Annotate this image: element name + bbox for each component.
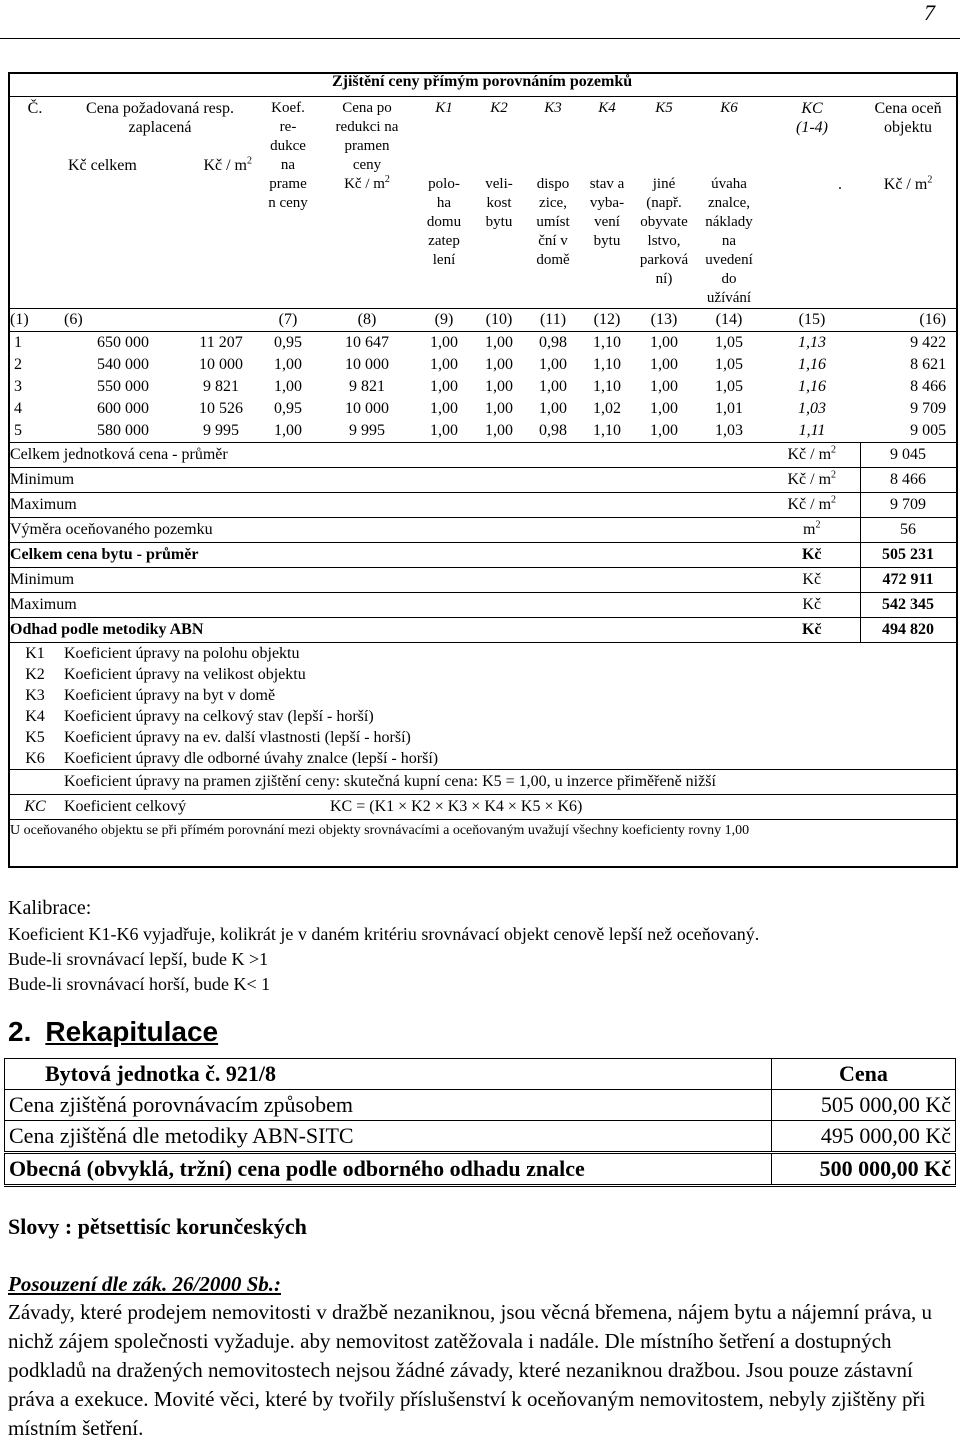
kalibrace-line-2: Bude-li srovnávací lepší, bude K >1 [8,949,269,969]
col-head-cena-pozadovana: Cena požadovaná resp. zaplacená Kč celkem Kč / $m^2$ [62,97,258,309]
summary-row [8,493,956,518]
colnum-9: (9) [416,309,472,332]
summary-value: 542 345 [860,593,956,618]
table-cell: 650 000 [97,334,149,351]
table-cell: 1,10 [593,378,621,395]
recap-row-label: Cena zjištěná porovnávacím způsobem [5,1090,772,1121]
summary-label: Minimum [10,571,75,589]
koef-l2: re- [279,119,297,135]
table-cell: 1,03 [798,400,826,417]
table-cell: 1,00 [539,378,567,395]
col-head-cislo: Č. [27,100,43,117]
table-cell: 1,16 [798,378,826,395]
table-cell: 1,11 [798,422,826,439]
legend-code: K6 [25,749,45,767]
kc-text: Koeficient celkový [64,798,187,816]
table-cell: 4 [14,400,22,417]
col-head-k1 [416,97,472,309]
kc-range: (1-4) [796,119,828,137]
k6-sub-2: znalce, [707,195,751,211]
colnum-7: (7) [258,309,318,332]
k4-sub-4: bytu [593,233,621,249]
cena-ocen-l2: objektu [884,119,933,137]
summary-row [8,468,956,493]
recap-final-value: 500 000,00 Kč [771,1153,955,1186]
summary-unit [764,468,860,493]
summary-label: Výměra oceňovaného pozemku [10,521,213,539]
table-cell: 1,00 [485,334,513,351]
cena-po-l3: pramen [344,138,390,154]
table-row [8,398,956,420]
summary-row [8,518,956,543]
legend-row [8,664,956,685]
source-note: Koeficient úpravy na pramen zjištění ceny: skutečná kupní cena: K5 = 1,00, u inzerce přiměřeně nižší [64,773,716,791]
table-cell: 1,10 [593,334,621,351]
col-head-cena-pozadovana-l2: zaplacená [128,119,192,137]
legend-row [8,643,956,665]
table-cell: 1,10 [593,356,621,373]
k6-sub-4: na [721,233,737,249]
summary-label: Celkem cena bytu - průměr [10,546,199,564]
legend-text: Koeficient úpravy na byt v domě [64,686,276,704]
k4-sub-3: vení [594,214,620,230]
koef-l6: n ceny [268,195,308,211]
summary-unit-text: Kč [801,546,822,564]
cena-po-l2: redukci na [335,119,399,135]
legend-code: K2 [25,665,45,683]
legend-text: Koeficient úpravy na ev. další vlastnosti (lepší - horší) [64,728,411,746]
k5-label: K5 [655,100,673,116]
summary-row [8,443,956,468]
table-cell: 9 995 [349,422,385,439]
table-cell: 1 [14,334,22,351]
colnum-1: (1) [8,309,62,332]
table-cell: 10 000 [345,356,389,373]
summary-unit-text: Kč / m [787,471,832,489]
k3-sub-1: dispo [536,176,570,192]
legend-row [8,685,956,706]
table-cell: 8 466 [910,378,947,395]
kc-code: KC [24,798,46,816]
colnum-16: (16) [860,309,956,332]
summary-row [8,593,956,618]
koef-l5: prame [269,176,307,192]
colnum-6: (6) [62,309,184,332]
colnum-8: (8) [318,309,416,332]
legend-row [8,706,956,727]
table-cell: 1,00 [650,378,678,395]
k1-sub-2: ha [436,195,452,211]
summary-unit [764,618,860,643]
summary-value: 494 820 [860,618,956,643]
col-head-kc-celkem: Kč celkem [68,157,137,175]
recap-row-value: 495 000,00 Kč [771,1121,955,1153]
kalibrace-title: Kalibrace: [8,897,92,919]
kalibrace-line-1: Koeficient K1-K6 vyjadřuje, kolikrát je v daném kritériu srovnávací objekt cenově lepší než oceňovaný. [8,924,760,944]
cena-po-unit: Kč / m [344,176,385,192]
k5-sub-6: ní) [655,271,673,287]
table-cell: 1,00 [485,356,513,373]
k3-sub-4: ční v [538,233,568,249]
k2-label: K2 [490,100,508,116]
summary-label: Maximum [10,496,77,514]
table-cell: 9 821 [203,378,239,395]
table-cell: 9 422 [910,334,947,351]
table-cell: 1,05 [715,334,743,351]
table-cell: 1,05 [715,378,743,395]
cena-ocen-l1: Cena oceň [874,100,942,117]
summary-unit-text: Kč [802,596,822,614]
recap-final-label: Obecná (obvyklá, tržní) cena podle odborného odhadu znalce [5,1153,772,1186]
table-cell: 580 000 [97,422,149,439]
col-head-k5 [634,97,694,309]
k2-sub-3: bytu [485,214,513,230]
posouzeni-text: Závady, které prodejem nemovitosti v dražbě nezaniknou, jsou věcná břemena, nájem bytu a nájemní práva, u nichž zájem společnosti vyžaduje. aby nemovitost zatěžovala i nadále. Dle místního šetření a dostupných podkladů na dražených nemovitostech nejsou žádné závady, které nezaniknou dražbou. Jsou pouze zástavní práva a exekuce. Movité věci, které by tvořily příslušenství k oceňovaným nemovitostem, nebyly zjištěny při místním šetření. [8,1300,933,1440]
summary-unit-sup: 2 [815,520,821,532]
summary-value: 9 709 [860,493,956,518]
k3-sub-3: umíst [536,214,570,230]
recap-row-label: Cena zjištěná dle metodiky ABN-SITC [5,1121,772,1153]
table-cell: 10 526 [199,400,243,417]
table-cell: 1,13 [798,334,826,351]
posouzeni-title: Posouzení dle zák. 26/2000 Sb.: [8,1272,282,1296]
k6-sub-3: náklady [705,214,753,230]
summary-unit [764,568,860,593]
cena-po-l1: Cena po [342,100,392,116]
table-cell: 1,02 [593,400,621,417]
table-cell: 1,00 [485,400,513,417]
summary-unit-text: Kč / m [787,446,832,464]
table-cell: 1,01 [715,400,743,417]
table-cell: 540 000 [97,356,149,373]
table-row [8,332,956,355]
table-cell: 10 000 [345,400,389,417]
legend-row [8,748,956,770]
col-head-kc [764,97,860,309]
k4-label: K4 [598,100,616,116]
summary-row [8,568,956,593]
k3-sub-5: domě [536,252,570,268]
table-cell: 2 [14,356,22,373]
cena-po-l4: ceny [352,157,382,173]
recap-head-label: Bytová jednotka č. 921/8 [5,1059,772,1090]
legend-text: Koeficient úpravy na velikost objektu [64,665,306,683]
summary-value: 56 [860,518,956,543]
summary-unit-text: Kč [802,571,822,589]
table-cell: 1,03 [715,422,743,439]
koef-l3: dukce [270,138,306,154]
legend-row [8,727,956,748]
recap-row-value: 505 000,00 Kč [771,1090,955,1121]
kc-dot: . [838,176,842,194]
table-cell: 1,00 [650,334,678,351]
summary-unit [764,543,860,568]
k4-sub-1: stav a [589,176,625,192]
cena-ocen-unit: Kč / m [883,176,928,194]
legend-text: Koeficient úpravy dle odborné úvahy znalce (lepší - horší) [64,749,439,767]
table-cell: 1,00 [650,356,678,373]
table-cell: 1,00 [539,400,567,417]
summary-value: 505 231 [860,543,956,568]
recap-head-value: Cena [771,1059,955,1090]
section-heading [8,1016,218,1048]
k1-label: K1 [435,100,453,116]
table-cell: 1,00 [430,356,458,373]
summary-value: 9 045 [860,443,956,468]
summary-unit-text: Kč [801,621,822,639]
summary-unit-sup: 2 [831,470,837,482]
table-row [8,420,956,443]
col-head-k6 [694,97,764,309]
k1-sub-3: domu [426,214,462,230]
table-cell: 1,00 [430,400,458,417]
price-comparison-table [8,72,957,842]
table-row [8,376,956,398]
k6-sub-6: do [721,271,737,287]
summary-value: 472 911 [860,568,956,593]
table-cell: 1,00 [485,378,513,395]
k3-label: K3 [544,100,562,116]
k6-sub-1: úvaha [711,176,747,192]
summary-unit-text: Kč / m [787,496,832,514]
table-cell: 1,10 [593,422,621,439]
table-cell: 9 005 [910,422,947,439]
legend-code: K4 [25,707,45,725]
legend-text: Koeficient úpravy na celkový stav (lepší - horší) [64,707,374,725]
table-cell: 1,00 [274,356,302,373]
table-cell: 9 821 [349,378,385,395]
table-cell: 1,00 [650,422,678,439]
table-cell: 1,00 [430,334,458,351]
koef-l4: na [280,157,296,173]
koef-l1: Koef. [271,100,305,116]
table-cell: 0,95 [274,334,302,351]
summary-unit-sup: 2 [831,445,837,457]
col-head-cena-ocen: Cena oceň objektu Kč / $m^2$ [860,97,956,309]
colnum-10: (10) [472,309,526,332]
table-cell: 9 709 [910,400,947,417]
table-cell: 1,16 [798,356,826,373]
table-cell: 550 000 [97,378,149,395]
col-head-k4 [580,97,634,309]
table-cell: 0,98 [539,334,567,351]
table-title: Zjištění ceny přímým porovnáním pozemků [8,72,956,97]
footnote: U oceňovaného objektu se při přímém porovnání mezi objekty srovnávacími a oceňovaným uvažují všechny koeficienty rovny 1,00 [10,822,750,838]
kc-formula: KC = (K1 × K2 × K3 × K4 × K5 × K6) [330,798,583,816]
colnum-15: (15) [764,309,860,332]
table-row [8,354,956,376]
legend-code: K3 [25,686,45,704]
legend-code: K5 [25,728,45,746]
table-cell: 1,00 [430,378,458,395]
section-title: Rekapitulace [45,1016,219,1047]
table-cell: 1,00 [274,422,302,439]
table-cell: 1,00 [485,422,513,439]
col-head-cena-po-redukci: Cena po redukci na pramen ceny Kč / $m^2$ [318,97,416,309]
k1-sub-5: lení [432,252,456,268]
legend-code: K1 [25,644,45,662]
table-cell: 10 647 [345,334,389,351]
col-head-koef-redukce [258,97,318,309]
table-cell: 1,00 [430,422,458,439]
summary-unit-text: m [803,521,816,539]
k1-sub-1: polo- [428,176,460,192]
summary-unit-sup: 2 [831,495,837,507]
summary-label: Minimum [10,471,75,489]
summary-value: 8 466 [860,468,956,493]
k5-sub-5: parková [639,252,689,268]
summary-label: Odhad podle metodiky ABN [10,621,204,639]
amount-in-words: Slovy : pětsettisíc korunčeských [8,1214,307,1239]
k5-sub-3: obyvate [640,214,688,230]
k2-sub-1: veli- [485,176,513,192]
section-number: 2. [8,1016,32,1047]
summary-unit [764,593,860,618]
summary-row [8,543,956,568]
colnum-11: (11) [526,309,580,332]
recap-table [4,1058,956,1187]
table-cell: 8 621 [910,356,947,373]
kalibrace-body [8,922,759,997]
colnum-13: (13) [634,309,694,332]
col-head-cena-pozadovana-l1: Cena požadovaná resp. [86,100,234,117]
k5-sub-2: (např. [646,195,682,211]
table-cell: 3 [14,378,22,395]
table-cell: 1,00 [650,400,678,417]
k1-sub-4: zatep [428,233,460,249]
k6-label: K6 [720,100,738,116]
table-cell: 1,05 [715,356,743,373]
table-cell: 1,00 [539,356,567,373]
k6-sub-7: užívání [706,290,752,306]
colnum-14: (14) [694,309,764,332]
col-head-k3 [526,97,580,309]
table-cell: 9 995 [203,422,239,439]
summary-row [8,618,956,643]
page-number: 7 [924,0,935,25]
k3-sub-2: zice, [539,195,567,211]
k2-sub-2: kost [486,195,512,211]
kalibrace-line-3: Bude-li srovnávací horší, bude K< 1 [8,974,271,994]
summary-unit [764,493,860,518]
colnum-12: (12) [580,309,634,332]
summary-label: Celkem jednotková cena - průměr [10,446,228,464]
k4-sub-2: vyba- [589,195,625,211]
table-cell: 600 000 [97,400,149,417]
header-rule [0,38,960,39]
k5-sub-4: lstvo, [647,233,681,249]
summary-unit [764,443,860,468]
summary-unit [764,518,860,543]
k6-sub-5: uvedení [705,252,753,268]
col-head-k2 [472,97,526,309]
legend-text: Koeficient úpravy na polohu objektu [64,644,300,662]
table-cell: 10 000 [199,356,243,373]
table-cell: 0,98 [539,422,567,439]
summary-label: Maximum [10,596,77,614]
col-head-kc-m2: Kč / m [203,157,247,175]
table-cell: 5 [14,422,22,439]
table-cell: 0,95 [274,400,302,417]
kc-label: KC [801,100,823,117]
table-cell: 11 207 [199,334,243,351]
table-cell: 1,00 [274,378,302,395]
k5-sub-1: jiné [652,176,676,192]
